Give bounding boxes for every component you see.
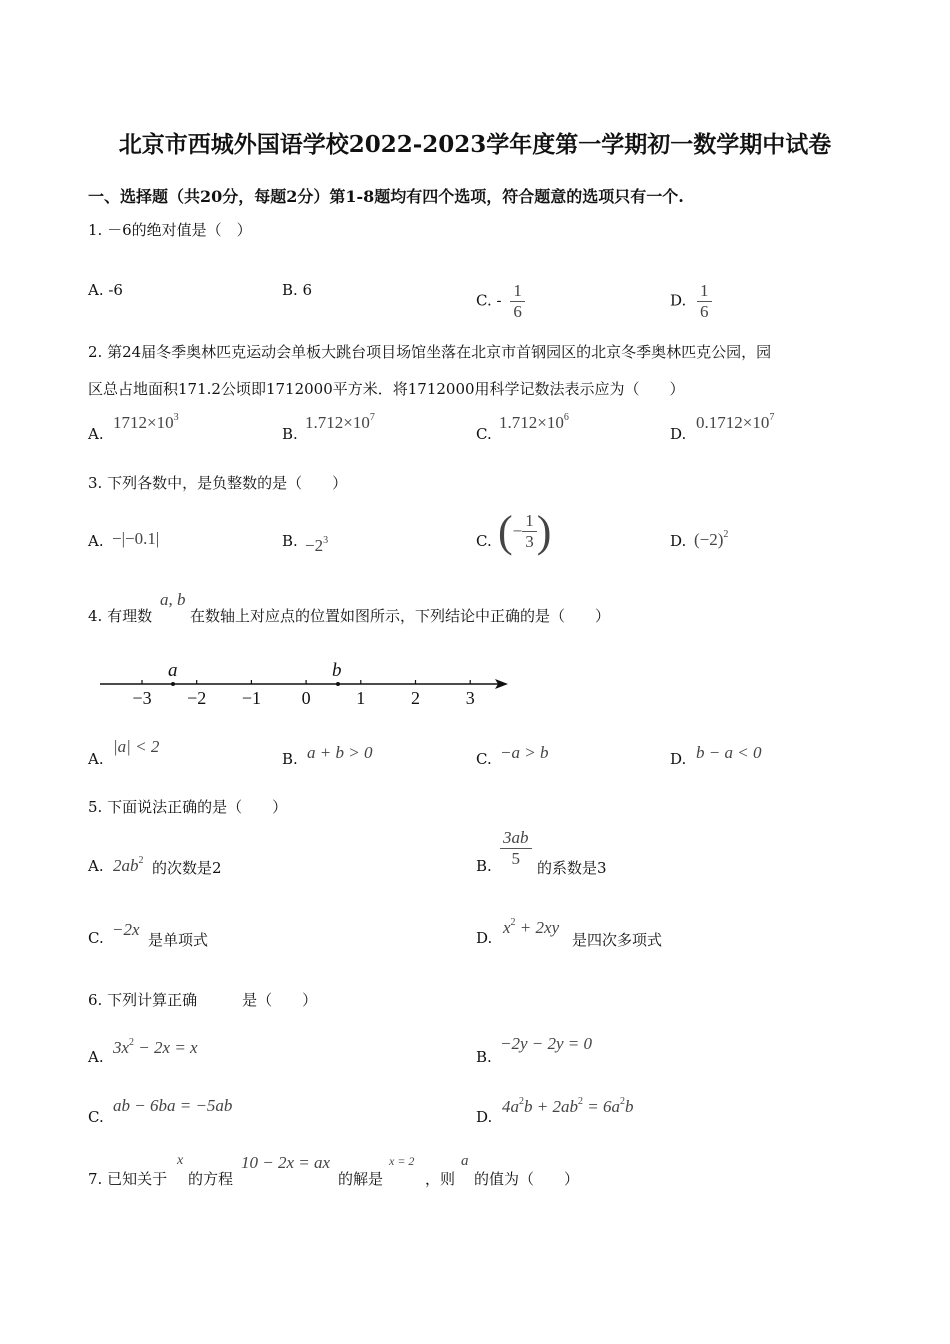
tick-label: 0 <box>301 688 311 708</box>
q6-label-b: B. <box>476 1048 492 1066</box>
q3-option-c-expr: (− $\frac{1}{3}$ ) <box>498 507 552 556</box>
q7-mid2: 的解是 <box>338 1170 384 1188</box>
q7-mid1: 的方程 <box>188 1170 234 1188</box>
q4-label-d: D. <box>670 750 687 768</box>
q6-label-d: D. <box>476 1108 493 1126</box>
q3-label-d: D. <box>670 532 687 550</box>
q2-option-d-expr: $0.1712\times 10^7$ <box>696 412 775 432</box>
q5-option-b-fraction: $\frac{3ab}{5}$ <box>500 828 532 869</box>
section-heading: 一、选择题（共20分，每题2分）第1-8题均有四个选项，符合题意的选项只有一个. <box>88 187 684 206</box>
tick-label: 1 <box>356 688 366 708</box>
q6-label-c: C. <box>88 1108 104 1126</box>
page-title: 北京市西城外国语学校2022-2023学年度第一学期初一数学期中试卷 <box>118 131 832 158</box>
q5-option-d-expr: $x^2 + 2xy$ <box>503 917 560 937</box>
q5-label-a: A. <box>88 857 104 875</box>
q7-equation: 10 − 2x = ax <box>241 1153 331 1172</box>
q1-option-d: D. $\frac{1}{6}$ <box>670 281 712 322</box>
tick-label: 2 <box>411 688 420 708</box>
tick-label: −1 <box>241 688 261 708</box>
q5-option-c-text: 是单项式 <box>148 931 209 949</box>
q2-option-b-expr: $1.712\times 10^7$ <box>305 412 375 432</box>
q4-label-c: C. <box>476 750 492 768</box>
q3-option-a-expr: −|−0.1| <box>112 529 160 548</box>
q3-label-c: C. <box>476 532 492 550</box>
q4-option-c-expr: −a > b <box>500 743 549 762</box>
q5-label-b: B. <box>476 857 492 875</box>
point-a-dot <box>171 682 175 686</box>
q2-label-c: C. <box>476 425 492 443</box>
q4-label-a: A. <box>88 750 104 768</box>
q7-solution: x = 2 <box>389 1154 415 1168</box>
q5-option-c-expr: −2x <box>112 920 140 939</box>
q3-option-d-expr: $(-2)^2$ <box>694 529 729 549</box>
q2-stem-line2: 区总占地面积171.2公顷即1712000平方米．将1712000用科学记数法表示应为（ ） <box>88 380 685 398</box>
q6-option-c-expr: ab − 6ba = −5ab <box>113 1096 233 1115</box>
q6-option-b-expr: −2y − 2y = 0 <box>500 1034 593 1053</box>
tick-label: 3 <box>465 688 475 708</box>
q1-stem: 1. －6的绝对值是（ ） <box>88 221 252 239</box>
q2-stem-line1: 2. 第24届冬季奥林匹克运动会单板大跳台项目场馆坐落在北京市首钢园区的北京冬季奥林匹克公园，园 <box>88 343 772 361</box>
q1-c-fraction: $\frac{1}{6}$ <box>510 281 525 322</box>
q4-stem-pre: 4. 有理数 <box>88 607 153 625</box>
q7-var-x: x <box>177 1153 184 1168</box>
q3-option-b-expr: $-2^3$ <box>305 535 329 555</box>
q5-option-a-expr: $2ab^2$ <box>113 855 144 875</box>
number-line <box>95 655 515 710</box>
q6-option-d-expr: $4a^2b + 2ab^2 = 6a^2b$ <box>502 1096 634 1116</box>
q1-d-fraction: $\frac{1}{6}$ <box>697 281 712 322</box>
q2-label-d: D. <box>670 425 687 443</box>
q6-option-a-expr: $3x^2 - 2x = x$ <box>113 1037 198 1057</box>
q2-label-a: A. <box>88 425 104 443</box>
point-b-dot <box>336 682 340 686</box>
q4-stem-post: 在数轴上对应点的位置如图所示，下列结论中正确的是（ ） <box>190 607 611 625</box>
q1-option-a: A. -6 <box>88 281 123 299</box>
q1-option-c: C. - $\frac{1}{6}$ <box>476 281 525 322</box>
q4-option-b-expr: a + b > 0 <box>307 743 373 762</box>
tick-label: −2 <box>187 688 207 708</box>
q2-option-c-expr: $1.712\times 10^6$ <box>499 412 569 432</box>
q4-option-a-expr: |a| < 2 <box>113 737 160 756</box>
point-a-label: a <box>168 660 178 681</box>
q7-post: 的值为（ ） <box>474 1170 580 1188</box>
q5-label-d: D. <box>476 929 493 947</box>
q6-label-a: A. <box>88 1048 104 1066</box>
q5-option-b-text: 的系数是3 <box>537 859 607 877</box>
q4-option-d-expr: b − a < 0 <box>696 743 762 762</box>
q2-option-a-expr: $1712\times 10^3$ <box>113 412 179 432</box>
q3-stem: 3. 下列各数中，是负整数的是（ ） <box>88 474 348 492</box>
q5-label-c: C. <box>88 929 104 947</box>
q4-label-b: B. <box>282 750 298 768</box>
q4-stem-vars: a, b <box>160 590 186 609</box>
point-b-label: b <box>332 660 342 681</box>
q5-stem: 5. 下面说法正确的是（ ） <box>88 798 288 816</box>
q7-mid3: ，则 <box>425 1170 456 1188</box>
q3-label-a: A. <box>88 532 104 550</box>
q7-var-a: a <box>461 1153 469 1169</box>
q5-option-d-text: 是四次多项式 <box>572 931 663 949</box>
q1-option-b: B. 6 <box>282 281 313 299</box>
q3-c-fraction: $\frac{1}{3}$ <box>522 511 537 552</box>
tick-label: −3 <box>132 688 152 708</box>
q3-label-b: B. <box>282 532 298 550</box>
q7-pre: 7. 已知关于 <box>88 1170 168 1188</box>
q5-option-a-text: 的次数是2 <box>152 859 222 877</box>
q6-stem: 6. 下列计算正确 是（ ） <box>88 991 318 1009</box>
q2-label-b: B. <box>282 425 298 443</box>
